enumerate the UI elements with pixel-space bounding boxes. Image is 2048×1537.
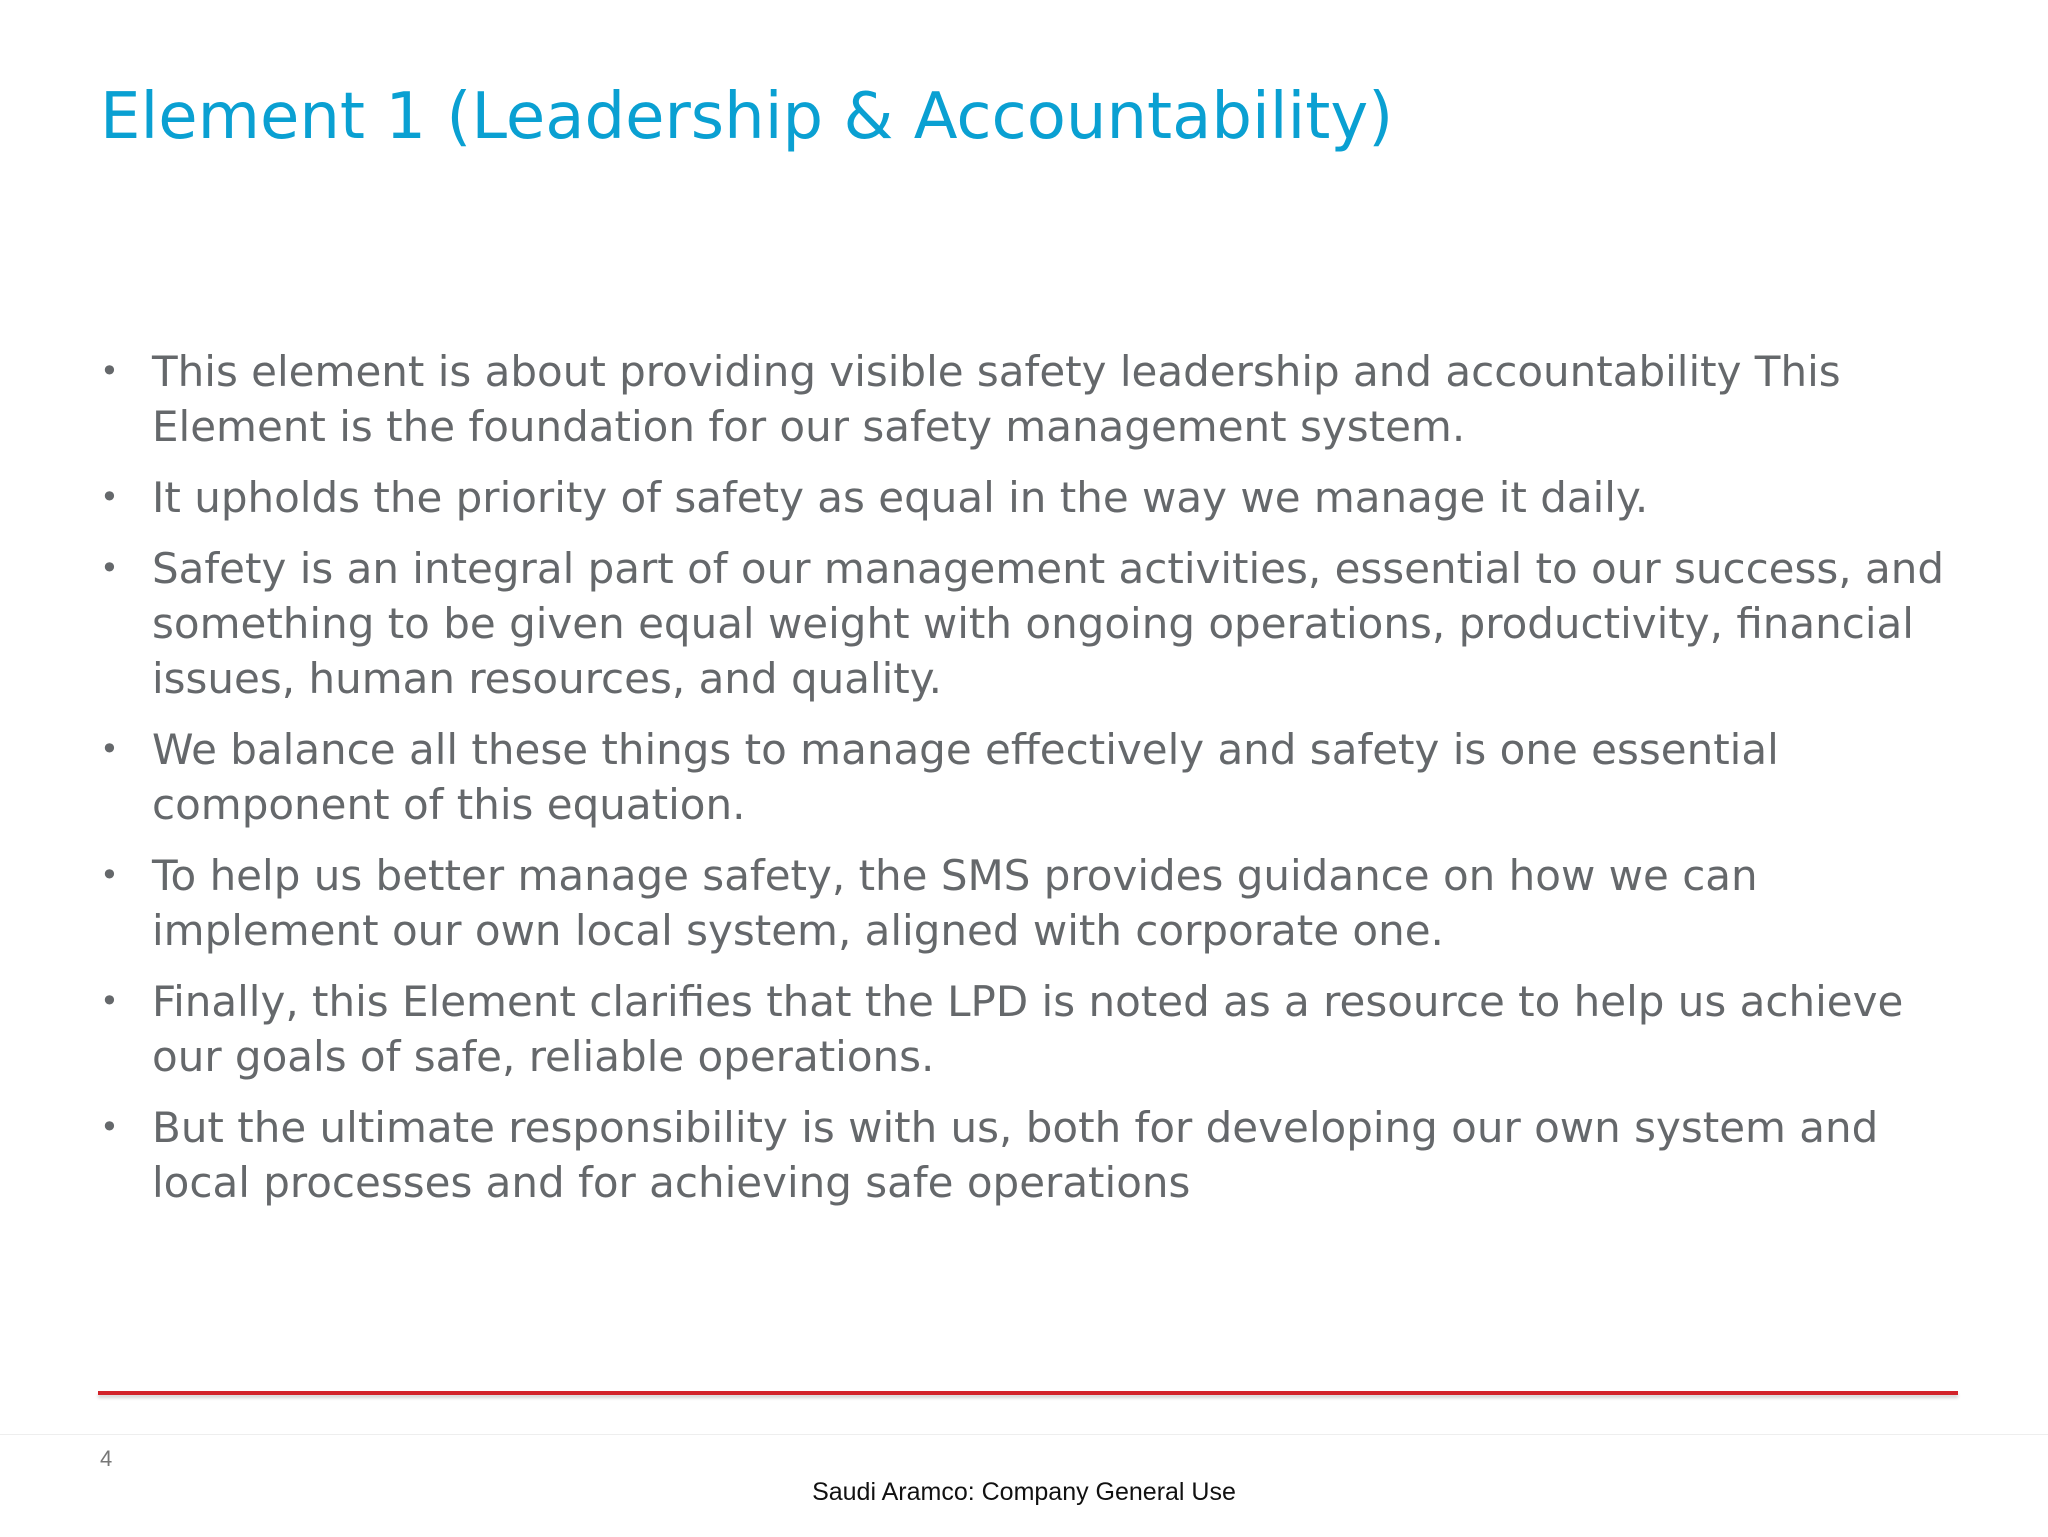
bullet-dot-icon: • bbox=[100, 352, 119, 390]
bullet-dot-icon: • bbox=[100, 982, 119, 1020]
bullet-item bbox=[100, 541, 1980, 706]
footer-divider bbox=[98, 1391, 1958, 1395]
page-number: 4 bbox=[100, 1446, 113, 1471]
bullet-item bbox=[100, 722, 1980, 832]
bullet-dot-icon: • bbox=[100, 730, 119, 768]
bullet-item bbox=[100, 470, 1980, 525]
bullet-text: We balance all these things to manage effectively and safety is one essential component of this equation. bbox=[152, 725, 1779, 829]
bullet-item bbox=[100, 974, 1980, 1084]
bullet-text: But the ultimate responsibility is with us, both for developing our own system and local processes and for achieving safe operations bbox=[152, 1103, 1879, 1207]
bullet-text: It upholds the priority of safety as equal in the way we manage it daily. bbox=[152, 473, 1649, 522]
bullet-text: This element is about providing visible safety leadership and accountability This Element is the foundation for our safety management system. bbox=[152, 347, 1841, 451]
bullet-item bbox=[100, 1100, 1980, 1210]
slide-title: Element 1 (Leadership & Accountability) bbox=[100, 80, 1394, 154]
classification-label: Saudi Aramco: Company General Use bbox=[812, 1478, 1236, 1506]
bullet-dot-icon: • bbox=[100, 478, 119, 516]
bullet-item bbox=[100, 848, 1980, 958]
bullet-text: To help us better manage safety, the SMS provides guidance on how we can implement our own local system, aligned with corporate one. bbox=[152, 851, 1758, 955]
bullet-text: Safety is an integral part of our management activities, essential to our success, and something to be given equal weight with ongoing operations, productivity, financial issues, human resources, and quality. bbox=[152, 544, 1944, 703]
bullet-dot-icon: • bbox=[100, 549, 119, 587]
bullet-item bbox=[100, 344, 1980, 454]
bullet-list bbox=[100, 344, 1980, 1226]
bullet-dot-icon: • bbox=[100, 1108, 119, 1146]
bullet-text: Finally, this Element clarifies that the LPD is noted as a resource to help us achieve our goals of safe, reliable operations. bbox=[152, 977, 1904, 1081]
bullet-dot-icon: • bbox=[100, 856, 119, 894]
